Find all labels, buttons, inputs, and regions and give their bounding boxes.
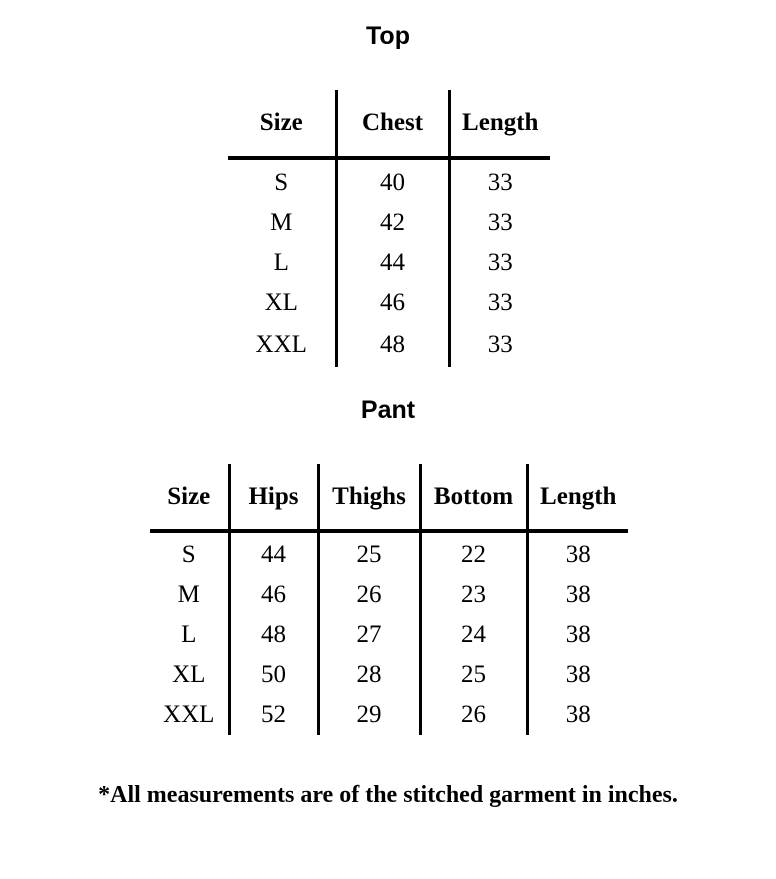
pant-table-title: Pant — [360, 396, 416, 424]
table-row — [228, 243, 550, 283]
thighs-cell: 27 — [318, 615, 420, 655]
thighs-cell: 28 — [318, 655, 420, 695]
column-header-size: Size — [259, 109, 303, 136]
size-cell: L — [181, 621, 197, 648]
measurement-footnote: *All measurements are of the stitched garment in inches. — [98, 782, 678, 808]
bottom-cell: 26 — [420, 695, 527, 735]
size-cell: L — [273, 249, 289, 276]
size-cell: S — [181, 541, 196, 568]
size-cell: M — [270, 209, 293, 236]
table-row — [150, 615, 628, 655]
hips-cell: 52 — [229, 695, 318, 735]
chest-cell: 42 — [336, 203, 449, 243]
hips-cell: 50 — [229, 655, 318, 695]
top-table-title: Top — [366, 22, 410, 50]
table-header-row — [150, 464, 628, 531]
thighs-cell: 29 — [318, 695, 420, 735]
length-cell: 33 — [449, 323, 550, 367]
column-header-bottom: Bottom — [420, 464, 527, 531]
column-header-hips: Hips — [229, 464, 318, 531]
table-row — [150, 695, 628, 735]
length-cell: 38 — [527, 575, 628, 615]
length-cell: 33 — [449, 158, 550, 203]
size-cell: XXL — [255, 331, 307, 358]
hips-cell: 48 — [229, 615, 318, 655]
table-row — [228, 323, 550, 367]
chest-cell: 40 — [336, 158, 449, 203]
length-cell: 38 — [527, 615, 628, 655]
size-cell: XL — [172, 661, 206, 688]
top-size-table — [228, 90, 550, 367]
thighs-cell: 26 — [318, 575, 420, 615]
table-row — [150, 531, 628, 575]
bottom-cell: 22 — [420, 531, 527, 575]
bottom-cell: 25 — [420, 655, 527, 695]
column-header-size: Size — [167, 482, 211, 510]
table-row — [228, 158, 550, 203]
table-row — [150, 575, 628, 615]
column-header-chest: Chest — [336, 90, 449, 158]
bottom-cell: 23 — [420, 575, 527, 615]
size-cell: XL — [264, 289, 298, 316]
table-row — [228, 203, 550, 243]
length-cell: 38 — [527, 695, 628, 735]
length-cell: 33 — [449, 243, 550, 283]
table-row — [228, 283, 550, 323]
size-cell: XXL — [163, 701, 215, 728]
column-header-thighs: Thighs — [318, 464, 420, 531]
pant-size-table — [150, 464, 628, 735]
table-header-row — [228, 90, 550, 158]
chest-cell: 44 — [336, 243, 449, 283]
hips-cell: 46 — [229, 575, 318, 615]
length-cell: 38 — [527, 531, 628, 575]
length-cell: 33 — [449, 283, 550, 323]
thighs-cell: 25 — [318, 531, 420, 575]
column-header-length: Length — [527, 464, 628, 531]
column-header-length: Length — [449, 90, 550, 158]
length-cell: 38 — [527, 655, 628, 695]
size-cell: M — [177, 581, 200, 608]
hips-cell: 44 — [229, 531, 318, 575]
bottom-cell: 24 — [420, 615, 527, 655]
size-cell: S — [274, 169, 289, 196]
chest-cell: 46 — [336, 283, 449, 323]
length-cell: 33 — [449, 203, 550, 243]
chest-cell: 48 — [336, 323, 449, 367]
table-row — [150, 655, 628, 695]
